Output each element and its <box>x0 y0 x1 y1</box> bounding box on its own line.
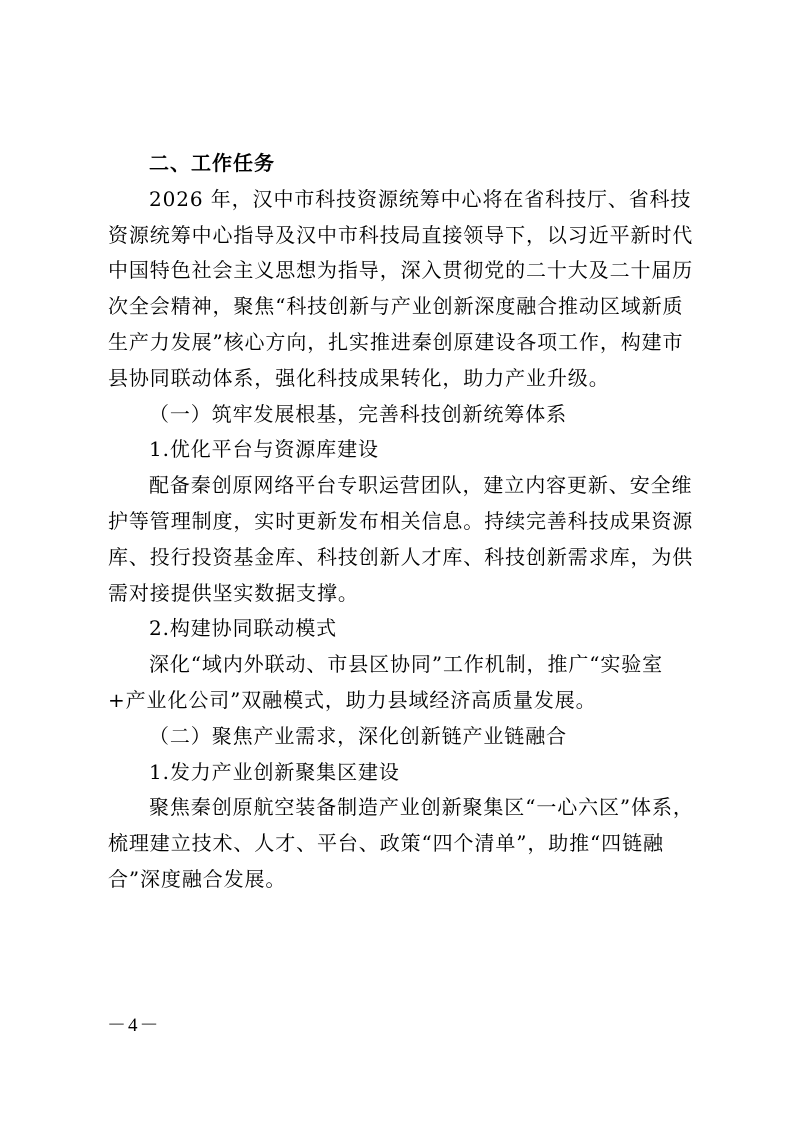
subsection-heading: （一）筑牢发展根基，完善科技创新统筹体系 <box>149 401 567 426</box>
item-heading: 2.构建协同联动模式 <box>149 616 338 641</box>
paragraph-line: 2026 年，汉中市科技资源统筹中心将在省科技厅、省科技 <box>149 186 692 211</box>
paragraph-line: 中国特色社会主义思想为指导，深入贯彻党的二十大及二十届历 <box>108 258 694 283</box>
section-title: 二、工作任务 <box>149 151 275 175</box>
paragraph-line: +产业化公司”双融模式，助力县域经济高质量发展。 <box>108 687 597 712</box>
item-heading: 1.发力产业创新聚集区建设 <box>149 759 400 784</box>
document-body <box>108 146 696 898</box>
item-heading: 1.优化平台与资源库建设 <box>149 437 379 462</box>
paragraph-line: 配备秦创原网络平台专职运营团队，建立内容更新、安全维 <box>149 473 693 498</box>
paragraph-line: 合”深度融合发展。 <box>108 866 287 891</box>
paragraph-line: 资源统筹中心指导及汉中市科技局直接领导下，以习近平新时代 <box>108 222 694 247</box>
subsection-heading: （二）聚焦产业需求，深化创新链产业链融合 <box>149 723 567 748</box>
page-number: －4－ <box>107 1015 161 1036</box>
paragraph-line: 县协同联动体系，强化科技成果转化，助力产业升级。 <box>108 365 610 390</box>
paragraph-line: 聚焦秦创原航空装备制造产业创新聚集区“一心六区”体系， <box>149 795 694 820</box>
paragraph-line: 梳理建立技术、人才、平台、政策“四个清单”，助推“四链融 <box>108 831 664 856</box>
paragraph-line: 生产力发展”核心方向，扎实推进秦创原建设各项工作，构建市 <box>108 329 684 354</box>
paragraph-line: 需对接提供坚实数据支撑。 <box>108 580 359 605</box>
paragraph-line: 库、投行投资基金库、科技创新人才库、科技创新需求库，为供 <box>108 544 694 569</box>
paragraph-line: 护等管理制度，实时更新发布相关信息。持续完善科技成果资源 <box>108 508 694 533</box>
paragraph-line: 次全会精神，聚焦“科技创新与产业创新深度融合推动区域新质 <box>108 294 684 319</box>
paragraph-line: 深化“域内外联动、市县区协同”工作机制，推广“实验室 <box>149 652 664 677</box>
